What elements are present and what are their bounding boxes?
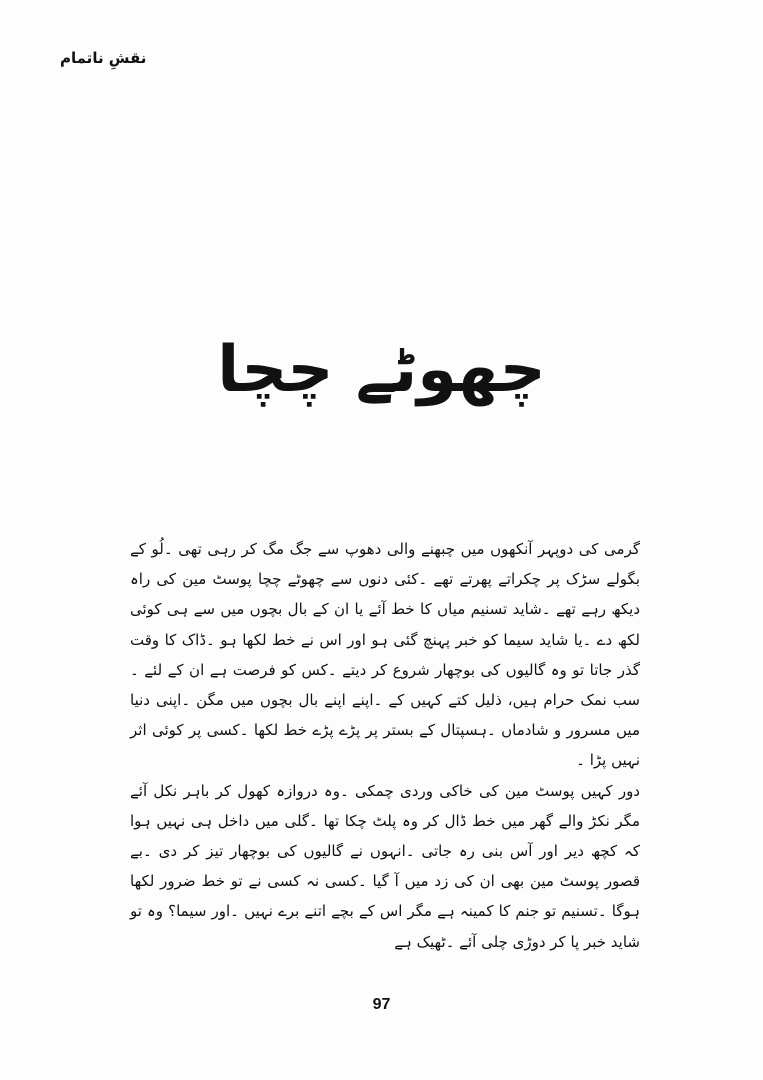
paragraph-2: دور کہیں پوسٹ مین کی خاکی وردی چمکی ۔وہ دروازہ کھول کر باہر نکل آئے مگر نکڑ والے گھر میں خط ڈال کر وہ پلٹ چکا تھا ۔گلی میں داخل ہی نہیں ہوا کہ کچھ دیر اور آس بنی رہ جاتی ۔انہوں نے گالیوں کی بوچھار تیز کر دی ۔بے قصور پوسٹ مین بھی ان کی زد میں آ گیا ۔کسی نہ کسی نے تو خط ضرور لکھا ہوگا ۔تسنیم تو جنم کا کمینہ ہے مگر اس کے بچے اتنے برے نہیں ۔اور سیما؟ وہ تو شاید خبر پا کر دوڑی چلی آئے ۔ٹھیک ہے bbox=[130, 781, 640, 951]
paragraph-1: گرمی کی دوپہر آنکھوں میں چبھنے والی دھوپ سے جگ مگ کر رہی تھی ۔لُو کے بگولے سڑک پر چکراتے پھرتے تھے ۔کئی دنوں سے چھوٹے چچا پوسٹ مین کی راہ دیکھ رہے تھے ۔شاید تسنیم میاں کا خط آئے یا ان کے بال بچوں میں سے ہی کوئی لکھ دے ۔یا شاید سیما کو خبر پہنچ گئی ہو اور اس نے خط لکھا ہو ۔ڈاک کا وقت گذر جاتا تو وہ گالیوں کی بوچھار شروع کر دیتے ۔کس کو فرصت ہے ان کے لئے ۔سب نمک حرام ہیں، ذلیل کتے کہیں کے ۔اپنے اپنے بال بچوں میں مگن ۔اپنی دنیا میں مسرور و شادماں ۔ہسپتال کے بستر پر پڑے پڑے خط لکھا ۔کسی پر کوئی اثر نہیں پڑا ۔ bbox=[130, 540, 640, 770]
running-head: نقشِ ناتمام bbox=[60, 49, 147, 67]
body-text bbox=[130, 534, 640, 957]
chapter-title: چھوٹے چچا bbox=[217, 333, 546, 407]
page-number: 97 bbox=[372, 996, 391, 1013]
